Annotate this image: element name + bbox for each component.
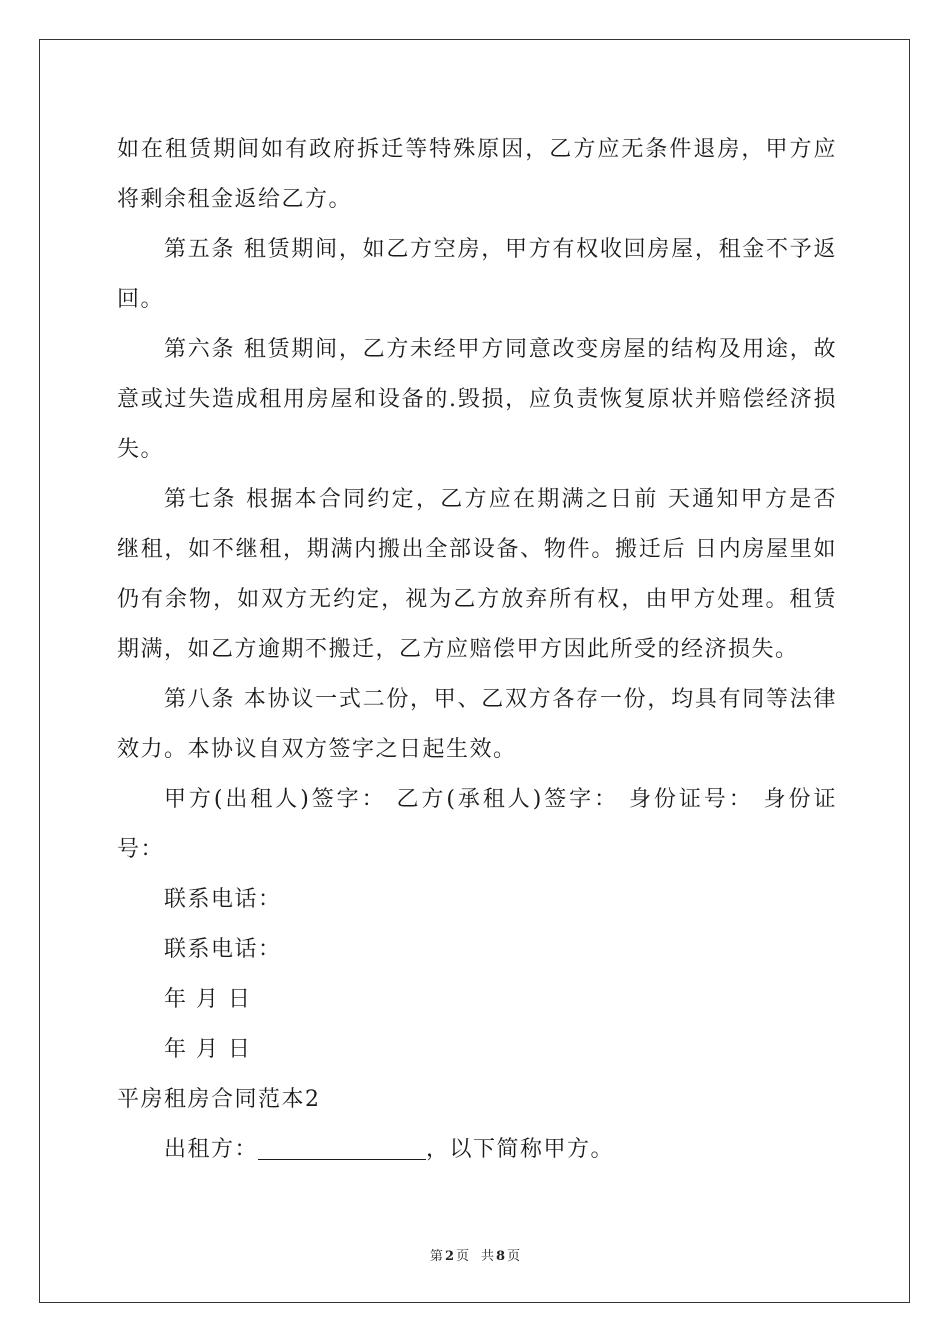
signature-line: 甲方(出租人)签字： 乙方(承租人)签字： 身份证号： 身份证号： (117, 787, 837, 862)
lessor-line (117, 1125, 837, 1175)
lessor-label: 出租方： (164, 1137, 259, 1162)
lessor-blank-field (258, 1129, 426, 1160)
document-body (117, 125, 837, 1175)
footer-page-mid: 页 (455, 1249, 469, 1264)
footer-page-current: 2 (444, 1249, 454, 1264)
paragraph-article-7: 第七条 根据本合同约定，乙方应在期满之日前 天通知甲方是否继租，如不继租，期满内搬出全部设备、物件。搬迁后 日内房屋里如仍有余物，如双方无约定，视为乙方放弃所有权，由甲方处理。租赁期满，如乙方逾期不搬迁，乙方应赔偿甲方因此所受的经济损失。 (117, 487, 837, 662)
footer-page-total: 8 (496, 1249, 506, 1264)
footer-total-prefix: 共 (481, 1249, 495, 1264)
paragraph-article-6: 第六条 租赁期间，乙方未经甲方同意改变房屋的结构及用途，故意或过失造成租用房屋和设备的.毁损，应负责恢复原状并赔偿经济损失。 (117, 337, 837, 462)
contact-phone-lessee: 联系电话： (164, 937, 282, 962)
paragraph-clause-continuation: 如在租赁期间如有政府拆迁等特殊原因，乙方应无条件退房，甲方应将剩余租金返给乙方。 (117, 137, 837, 212)
page-footer (0, 1248, 950, 1266)
date-lessee: 年 月 日 (164, 1037, 252, 1062)
date-lessor: 年 月 日 (164, 987, 252, 1012)
paragraph-article-5: 第五条 租赁期间，如乙方空房，甲方有权收回房屋，租金不予返回。 (117, 237, 837, 312)
footer-total-suffix: 页 (507, 1249, 521, 1264)
contact-phone-lessor: 联系电话： (164, 887, 282, 912)
section-title: 平房租房合同范本2 (117, 1087, 321, 1112)
lessor-suffix: ，以下简称甲方。 (426, 1137, 615, 1162)
paragraph-article-8: 第八条 本协议一式二份，甲、乙双方各存一份，均具有同等法律效力。本协议自双方签字之日起生效。 (117, 687, 837, 762)
footer-page-prefix: 第 (429, 1249, 443, 1264)
